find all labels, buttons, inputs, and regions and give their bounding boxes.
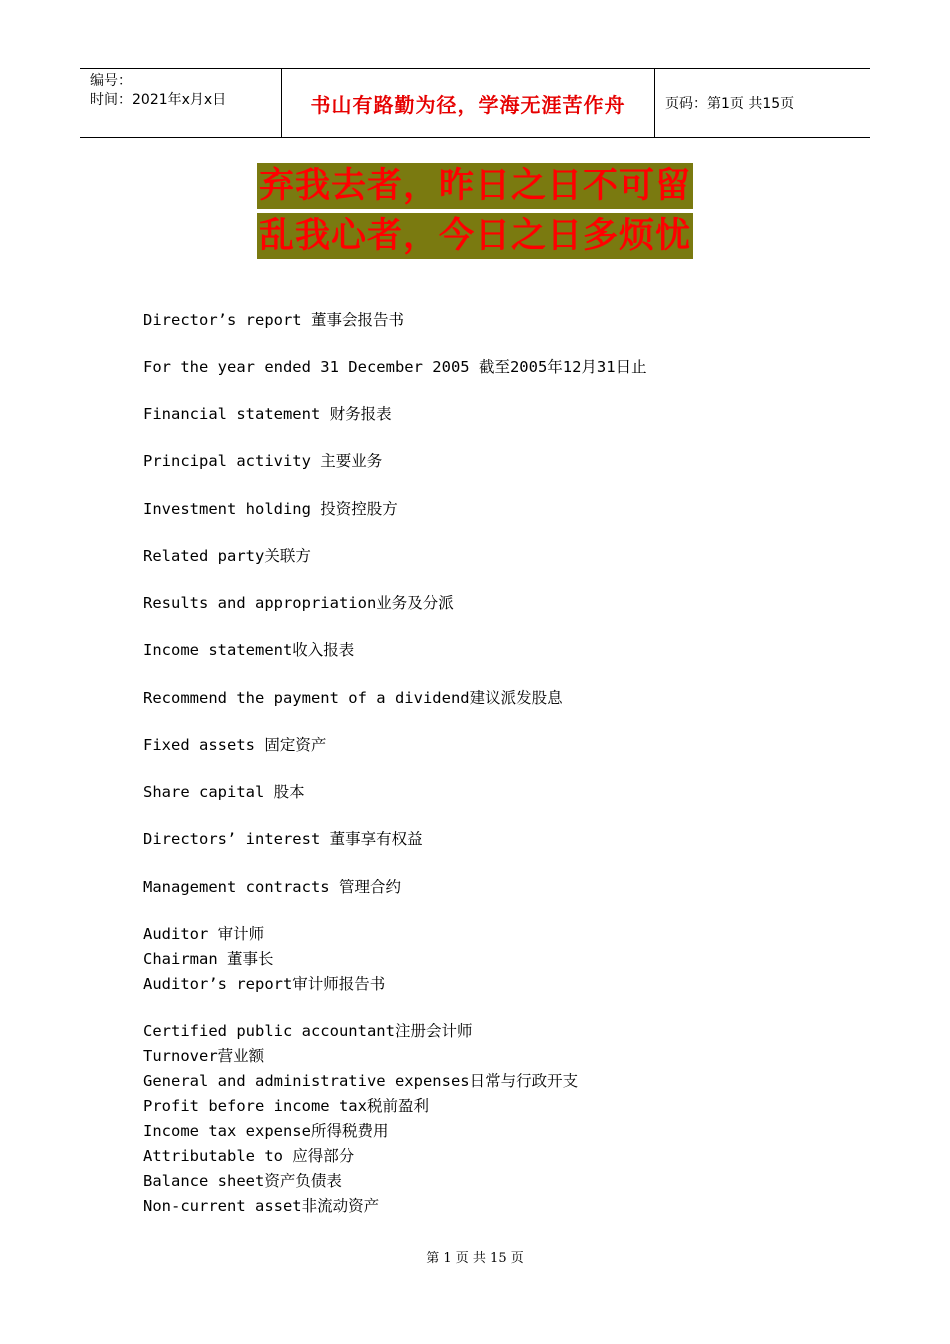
- term-item: Recommend the payment of a dividend建议派发股息: [143, 689, 563, 707]
- term-item: Chairman 董事长: [143, 950, 274, 968]
- page-footer: 第 1 页 共 15 页: [426, 1251, 524, 1266]
- term-item: Auditor’s report审计师报告书: [143, 975, 386, 993]
- term-item: Turnover营业额: [143, 1047, 265, 1065]
- term-item: Auditor 审计师: [143, 925, 265, 943]
- banner: [0, 163, 950, 263]
- date-label: 时间：2021年x月x日: [90, 92, 227, 108]
- term-item: Management contracts 管理合约: [143, 878, 401, 896]
- header-motto: 书山有路勤为径，学海无涯苦作舟: [281, 69, 655, 137]
- term-item: Related party关联方: [143, 547, 311, 565]
- term-item: Balance sheet资产负债表: [143, 1172, 342, 1190]
- number-label: 编号：: [90, 73, 132, 89]
- term-item: Financial statement 财务报表: [143, 405, 392, 423]
- banner-line-2: 乱我心者，今日之日多烦忧: [257, 213, 693, 259]
- term-item: For the year ended 31 December 2005 截至2005年12月31日止: [143, 358, 647, 376]
- term-item: Income tax expense所得税费用: [143, 1122, 389, 1140]
- term-item: Share capital 股本: [143, 783, 305, 801]
- term-item: Fixed assets 固定资产: [143, 736, 327, 754]
- header-meta: [80, 69, 281, 137]
- banner-line-1: 弃我去者，昨日之日不可留: [257, 163, 693, 209]
- term-item: Attributable to 应得部分: [143, 1147, 355, 1165]
- term-item: Principal activity 主要业务: [143, 452, 383, 470]
- page-header: [80, 68, 870, 138]
- term-item: Certified public accountant注册会计师: [143, 1022, 473, 1040]
- term-item: Directors’ interest 董事享有权益: [143, 830, 423, 848]
- term-item: Non-current asset非流动资产: [143, 1197, 380, 1215]
- term-item: Director’s report 董事会报告书: [143, 311, 404, 329]
- term-item: Profit before income tax税前盈利: [143, 1097, 429, 1115]
- term-item: Results and appropriation业务及分派: [143, 594, 454, 612]
- term-item: Investment holding 投资控股方: [143, 500, 398, 518]
- term-item: General and administrative expenses日常与行政开支: [143, 1072, 579, 1090]
- term-item: Income statement收入报表: [143, 641, 355, 659]
- header-page-info: 页码：第1页 共15页: [665, 96, 795, 112]
